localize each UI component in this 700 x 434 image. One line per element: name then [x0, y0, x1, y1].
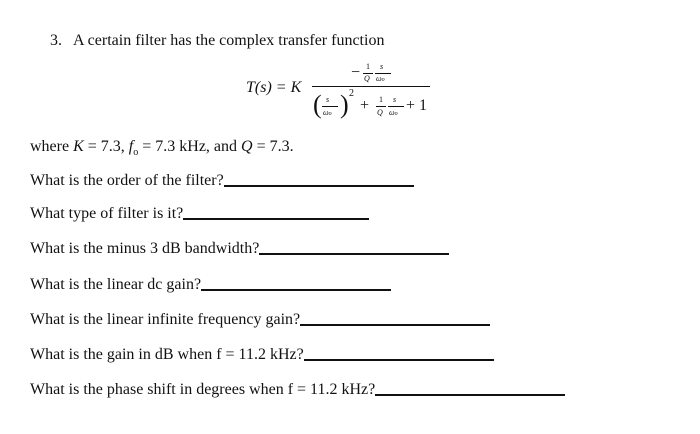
denominator-paren-close: ): [340, 90, 349, 119]
denominator-plus-2: + 1: [406, 97, 428, 114]
problem-number: 3.: [50, 32, 62, 49]
numerator-minus: −: [351, 64, 361, 81]
denominator-one: 1: [379, 95, 383, 104]
question-order: [30, 172, 414, 190]
denominator-exponent: 2: [349, 88, 354, 99]
answer-line-type[interactable]: [183, 218, 369, 220]
denominator-omega-1: ωo: [323, 108, 332, 117]
numerator-Q: Q: [364, 74, 370, 83]
equation-lhs: T(s) = K: [246, 79, 302, 96]
question-label: What is the linear infinite frequency gain?: [30, 311, 301, 328]
denominator-inner-bar-2: [376, 106, 386, 107]
main-fraction-bar: [312, 86, 430, 87]
denominator-inner-bar-3: [388, 106, 404, 107]
question-bandwidth: [30, 240, 449, 258]
denominator-omega-2: ωo: [389, 108, 398, 117]
question-gain-db: [30, 346, 494, 364]
question-type: [30, 205, 369, 223]
question-label: What is the phase shift in degrees when f = 11.2 kHz?: [30, 381, 376, 398]
denominator-Q: Q: [377, 108, 383, 117]
question-label: What is the gain in dB when f = 11.2 kHz?: [30, 346, 304, 363]
numerator-omega: ωo: [376, 74, 385, 83]
numerator-one: 1: [366, 62, 370, 71]
answer-line-infinite-gain[interactable]: [300, 324, 490, 326]
answer-line-dc-gain[interactable]: [201, 289, 391, 291]
parameter-values: where K = 7.3, $f_o = 7.3$ kHz, and Q = 7.3.: [30, 138, 294, 159]
question-label: What is the order of the filter?: [30, 172, 224, 189]
denominator-paren-open: (: [313, 90, 322, 119]
question-phase-shift: [30, 381, 565, 399]
denominator-s-1: s: [326, 95, 330, 104]
question-label: What is the minus 3 dB bandwidth?: [30, 240, 260, 257]
answer-line-phase-shift[interactable]: [375, 394, 565, 396]
denominator-inner-bar-1: [322, 106, 338, 107]
answer-line-order[interactable]: [224, 185, 414, 187]
denominator-s-2: s: [393, 95, 397, 104]
question-infinite-gain: [30, 311, 490, 329]
numerator-s: s: [380, 62, 384, 71]
denominator-plus-1: +: [360, 97, 370, 114]
question-dc-gain: [30, 276, 391, 294]
answer-line-gain-db[interactable]: [304, 359, 494, 361]
question-label: What is the linear dc gain?: [30, 276, 202, 293]
answer-line-bandwidth[interactable]: [259, 253, 449, 255]
question-label: What type of filter is it?: [30, 205, 184, 222]
problem-intro: A certain filter has the complex transfer function: [73, 32, 385, 49]
